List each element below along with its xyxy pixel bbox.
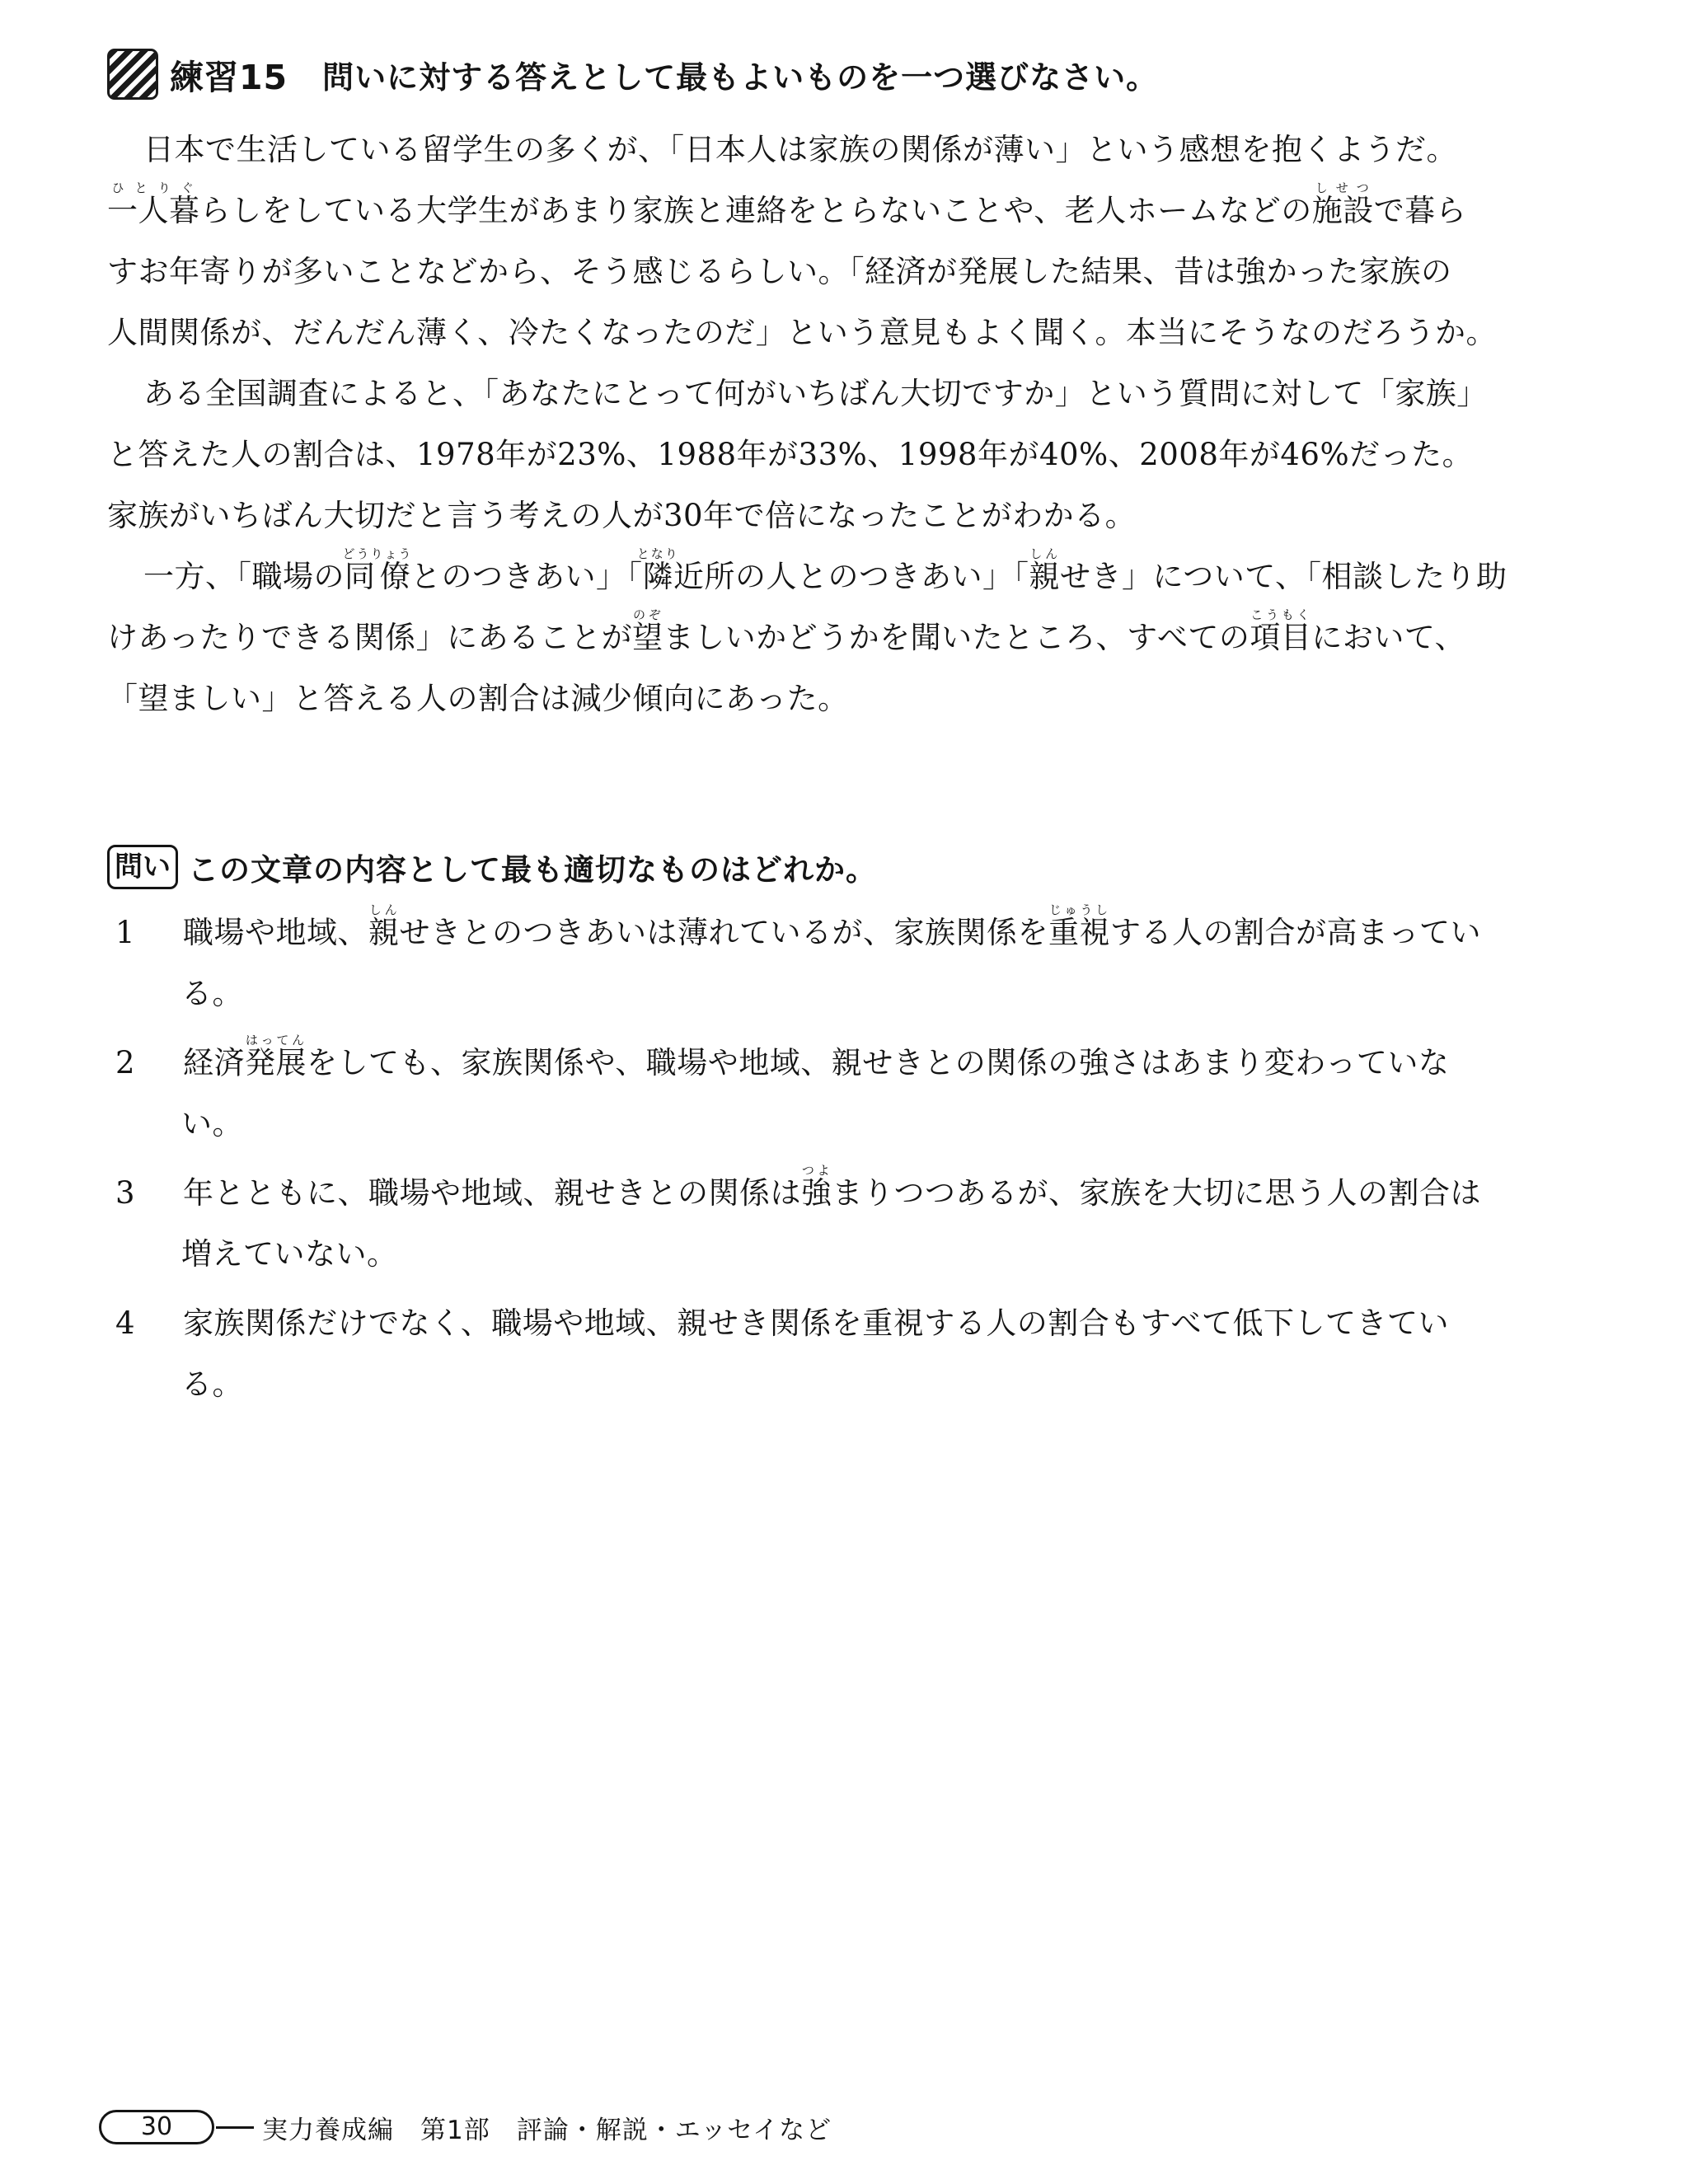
choice-number: 3 [115, 1175, 135, 1211]
passage-line: 家族がいちばん大切だと言う考えの人が30年で倍になったことがわかる。 [107, 498, 1137, 533]
reading-passage [107, 120, 1558, 729]
passage-line: 「望ましい」と答える人の割合は減少傾向にあった。 [107, 681, 849, 716]
ruby-word: 隣となり [636, 546, 679, 594]
ruby-word: 同僚どうりょう [342, 546, 413, 594]
passage-line: 日本で生活している留学生の多くが、「日本人は家族の関係が薄い」という感想を抱くようだ。 [143, 132, 1457, 167]
question-header [107, 841, 877, 893]
ruby-word: 一人暮ひとりぐ [107, 180, 200, 228]
passage-line: 一方、「職場の同僚どうりょうとのつきあい」「隣となり近所の人とのつきあい」「親しんせき」について、「相談したり助 [143, 546, 1507, 594]
choice-line: 職場や地域、親しんせきとのつきあいは薄れているが、家族関係を重視じゅうしする人の割合が高まってい [183, 902, 1481, 950]
answer-choices [115, 902, 1558, 1415]
exercise-instruction: 問いに対する答えとして最もよいものを一つ選びなさい。 [322, 59, 1159, 96]
exercise-hatch-icon [107, 49, 158, 100]
page-number: 30 [99, 2110, 214, 2144]
ruby-word: 重視じゅうし [1048, 902, 1110, 950]
choice-4[interactable] [115, 1293, 1558, 1415]
choice-3[interactable] [115, 1163, 1558, 1285]
footer-section-title: 実力養成編 第1部 評論・解説・エッセイなど [262, 2115, 832, 2145]
ruby-word: 強つよ [801, 1163, 832, 1211]
ruby-word: 親しん [1029, 546, 1061, 594]
exercise-label: 練習15 [170, 57, 288, 97]
passage-line: ある全国調査によると、「あなたにとって何がいちばん大切ですか」という質問に対して「家族」 [143, 376, 1488, 411]
question-text: この文章の内容として最も適切なものはどれか。 [188, 852, 877, 888]
choice-line: る。 [181, 976, 243, 1011]
page-footer [99, 2107, 832, 2147]
footer-rule [216, 2126, 254, 2129]
choice-2[interactable] [115, 1033, 1558, 1155]
choice-line: い。 [181, 1106, 243, 1141]
ruby-word: 望のぞ [632, 607, 663, 655]
exercise-header [107, 49, 1158, 99]
passage-line: 一人暮ひとりぐらしをしている大学生があまり家族と連絡をとらないことや、老人ホームなどの施設しせつで暮ら [107, 180, 1467, 228]
question-badge: 問い [107, 845, 178, 889]
passage-line: すお年寄りが多いことなどから、そう感じるらしい。「経済が発展した結果、昔は強かった家族の [107, 254, 1452, 289]
passage-line: 人間関係が、だんだん薄く、冷たくなったのだ」という意見もよく聞く。本当にそうなのだろうか。 [107, 315, 1498, 350]
ruby-word: 施設しせつ [1311, 180, 1374, 228]
passage-line: けあったりできる関係」にあることが望のぞましいかどうかを聞いたところ、すべての項目こうもくにおいて、 [107, 607, 1466, 655]
choice-line: 増えていない。 [181, 1236, 398, 1272]
choice-line: 年とともに、職場や地域、親せきとの関係は強つよまりつつあるが、家族を大切に思う人の割合は [183, 1163, 1481, 1211]
choice-number: 2 [115, 1045, 135, 1080]
choice-line: る。 [181, 1366, 243, 1402]
ruby-word: 項目こうもく [1250, 607, 1312, 655]
ruby-word: 親しん [368, 902, 400, 950]
choice-number: 1 [115, 915, 135, 950]
choice-line: 家族関係だけでなく、職場や地域、親せき関係を重視する人の割合もすべて低下してきてい [183, 1305, 1450, 1341]
passage-line: と答えた人の割合は、1978年が23%、1988年が33%、1998年が40%、2008年が46%だった。 [107, 437, 1474, 472]
choice-line: 経済発展はってんをしても、家族関係や、職場や地域、親せきとの関係の強さはあまり変わっていな [183, 1033, 1450, 1080]
ruby-word: 発展はってん [245, 1033, 307, 1080]
choice-number: 4 [115, 1305, 135, 1341]
choice-1[interactable] [115, 902, 1558, 1024]
